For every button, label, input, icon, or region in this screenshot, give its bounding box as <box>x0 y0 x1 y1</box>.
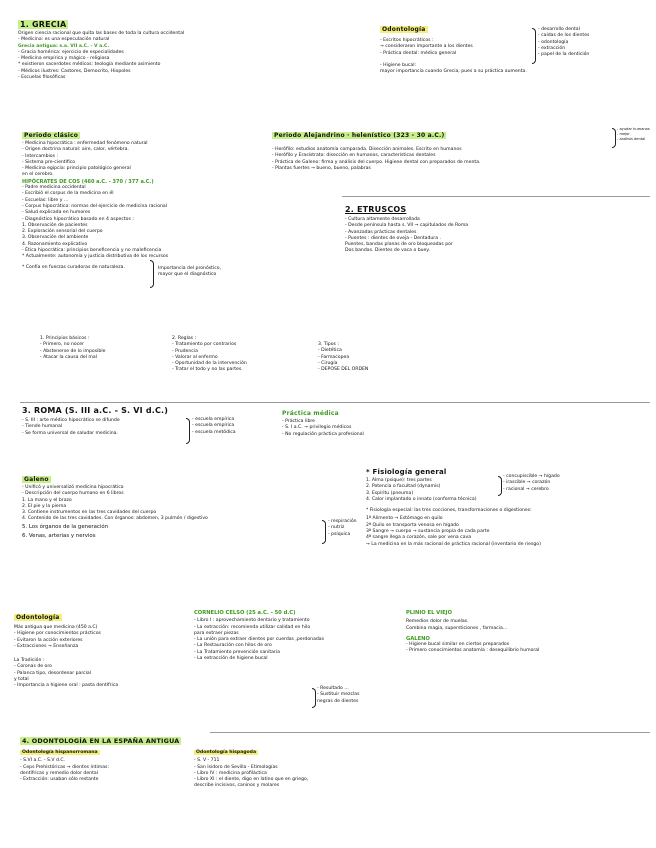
section-title: 2. ETRUSCOS <box>345 205 407 214</box>
text-line: - Salud explicada en humores <box>22 210 91 216</box>
brace-list <box>192 417 236 436</box>
brace <box>532 28 536 64</box>
text-line: - Práctica dental: médico general <box>380 50 457 56</box>
text-line: - Escuelas: libre y ... <box>22 197 69 203</box>
brace <box>498 476 502 496</box>
list-tipos <box>318 342 368 373</box>
text-line: 1. La mano y el brazo <box>22 497 72 503</box>
list-item: - extracción <box>538 45 566 51</box>
text-line: 3ª Sangre → cuerpo → sustancia propia de cada parte <box>366 529 490 535</box>
section-odontologia-roma <box>14 604 194 690</box>
text-line: - Se forma universal de saludar medicina. <box>22 430 118 436</box>
section-hispanorromana <box>20 750 190 783</box>
section-grecia <box>18 12 358 81</box>
list-item: - Oportunidad de la intervención <box>172 361 247 367</box>
text-line: - Diagnóstico hipocrático basado en 4 aspectos : <box>22 216 134 222</box>
brace-list <box>538 27 589 58</box>
text-line: → consideraron importante a los dientes <box>380 44 473 50</box>
text-line: - Evitaron la acción exteriores <box>14 637 83 643</box>
text-line: - Higiene bucal similar en ciertos preparados <box>406 642 510 648</box>
brace <box>612 128 616 148</box>
text-line: 4. Contenido de las tres cavidades. Con órganos: abdomen, 3 pulmón / digestivo <box>22 516 208 522</box>
text-line: 4. Razonamiento explicativo <box>22 241 88 247</box>
text-line: mayor que el diagnóstico <box>158 272 217 278</box>
text-line: 5. Los órganos de la generación <box>22 523 109 530</box>
text-line: - Escuelas filosóficas <box>18 75 66 81</box>
text-line: Combina magia, supersticiones , farmacia... <box>406 625 508 631</box>
section-etruscos <box>345 205 645 255</box>
text-line: 4ª sangre llega a corazón, sale por vena cava <box>366 535 472 541</box>
text-line: - Médicos ilustres: Castores, Democrito, Hiopoles <box>18 68 131 74</box>
text-line: Remedios dolor de muelas. <box>406 619 469 625</box>
section-title: 4. ODONTOLOGÍA EN LA ESPAÑA ANTIGUA <box>22 737 180 745</box>
section-periodo-alejandrino <box>272 122 612 172</box>
list-title: 2. Reglas : <box>172 336 197 341</box>
list-item: - Dietética <box>318 348 342 354</box>
text-line: - Intercambios : <box>22 153 59 159</box>
subsection-title: La Tradición : <box>14 658 45 664</box>
list-item: negras de dientes <box>317 698 359 704</box>
text-line: - Desde península hasta s. VII → capitulados de Roma <box>345 223 469 229</box>
list-principios <box>40 336 105 361</box>
list-item: - Abstenerse de lo imposible <box>40 348 106 354</box>
text-line: * Fisiología especial: las tres cocciones, transformaciones o digestiones: <box>366 508 532 514</box>
text-line: - Higiene bucal: <box>380 62 417 68</box>
list-item: - mejor <box>617 132 630 136</box>
text-line: - La Tratamiento prevención sanitaria <box>194 649 280 655</box>
section-title: PLINIO EL VIEJO <box>406 610 453 616</box>
text-line: - La Restauración con hilos de oro <box>194 643 272 649</box>
text-line: - Palanca tipo, desordenar parcial <box>14 670 92 676</box>
text-line: - La extracción: recomienda utilizar calidad en hilo <box>194 624 311 630</box>
list-item: - Tratamiento por contrarios <box>172 342 237 348</box>
text-line: 6. Venas, arterias y nervios <box>22 532 96 539</box>
text-line: en el cerebro. <box>22 172 54 178</box>
section-periodo-clasico <box>22 122 282 271</box>
text-line: - Origen doctrina natural: aire, calor, vértebra. <box>22 147 129 153</box>
text-line: 1. Alma (psique): tres partes <box>366 478 432 483</box>
text-line: - Escritos hipocráticos : <box>380 38 434 43</box>
section-title: Odontología <box>16 614 60 621</box>
list-title: 3. Tipos : <box>318 342 339 347</box>
list-item: - Cirugía <box>318 360 338 366</box>
text-line: 1. Observación de pacientes <box>22 222 88 228</box>
section-title: Práctica médica <box>282 410 339 417</box>
list-item: - escuela empírica <box>192 417 235 422</box>
section-title: CORNELIO CELSO (25 a.C. - 50 d.C) <box>194 610 296 616</box>
text-line: - S. I a.C. → privilegio médicos <box>282 425 352 431</box>
section-title: 3. ROMA (S. III a.C. - S. VI d.C.) <box>22 406 169 415</box>
text-line: - Medicina egipcia: principio patológico general <box>22 166 131 172</box>
text-line: → La medicina en la más racional de práctica racional (inventario de riesgo) <box>366 541 541 547</box>
list-item: - análisis dental <box>617 137 646 141</box>
text-line: - S.VI a.C. - S.V d.C. <box>20 758 65 764</box>
brace <box>312 688 316 708</box>
text-line: - Medicina hipocrática : enfermedad fenómeno natural <box>22 141 148 146</box>
subsection-title <box>20 750 190 756</box>
subsection-title: GALENO <box>406 635 430 642</box>
text-line: - No regulación práctica profesional <box>282 431 364 437</box>
text-line: - Medicina empírica y mágico - religiosa <box>18 56 110 62</box>
list-item: - Resultado ... <box>317 686 349 691</box>
text-line: - Práctica libre <box>282 419 315 424</box>
list-item: - racional → cerebro <box>503 486 549 492</box>
list-item: - ayudar humanos <box>617 127 650 131</box>
list-item: - Prudencia <box>172 348 198 354</box>
text-line: - Cultura altamente desarrollada <box>345 217 420 222</box>
text-line: - Avanzadas prácticas dentales <box>345 229 417 235</box>
subsection-title-text: Odontología hispagoda <box>196 750 257 755</box>
subsection-title: Grecia antigua: s.a. VII a.C. - V a.C. <box>18 43 110 49</box>
list-item: - Valorar al enfermo <box>172 354 218 360</box>
section-title: * Fisiología general <box>366 468 447 476</box>
list-item: - psíquica <box>328 531 351 537</box>
section-title: 1. GRECIA <box>20 20 67 29</box>
list-item: - Sustituir mezclas <box>317 692 360 698</box>
text-line: - San Isidoro de Sevilla - Etimologías <box>194 764 278 770</box>
list-item: - odontología <box>538 39 569 45</box>
text-line: Más antigua que medicina (450 a.C) <box>14 625 98 630</box>
section-title: Periodo Alejandrino · helenístico (323 - 30 a.C.) <box>274 132 445 139</box>
text-line: - Sistema pre-científico <box>22 159 76 165</box>
text-line: - Importancia a higiene oral : pasta dentífrica <box>14 683 119 689</box>
text-line: - S. V - 711 <box>194 758 220 764</box>
text-line: para extraer piezas <box>194 630 239 636</box>
text-line: - Unificó y universalizó medicina hipocrática <box>22 485 124 490</box>
divider <box>210 732 650 733</box>
text-line: - Ceps Prehistóricas → dientes íntimas: <box>20 764 109 770</box>
text-line: - Padre medicina occidental <box>22 185 86 191</box>
text-line: - Extracciones → Enseñanza <box>14 643 79 649</box>
text-line: - Escribió el corpus de la medicina en él <box>22 191 114 197</box>
text-line: 2. El pie y la pierna <box>22 503 67 509</box>
text-line: - Puentes : dientes de oveja - Dentadura . <box>345 235 441 241</box>
text-line: - Coronas de oro <box>14 664 52 670</box>
text-line: Dos bandas. Dientes de vaca o buey. <box>345 248 430 254</box>
list-item: - papel de la dentición <box>538 52 590 58</box>
text-line: - Práctica de Galeno: firma y análisis del cuerpo. Higiene dental con preparados de menta. <box>272 159 481 165</box>
text-line: - Libro XI : el diente, digo en latino que en griego, <box>194 777 309 783</box>
text-line: 3. Espíritu (pneuma) <box>366 490 414 496</box>
section-title: Galeno <box>24 476 49 483</box>
subsection-title-text: Odontología hispanorromana <box>22 750 98 755</box>
text-line: dentífricas y remedio dolor dental <box>20 770 98 776</box>
list-item: - Farmacopea <box>318 354 350 360</box>
list-item: - nutriz <box>328 525 345 531</box>
brace <box>186 418 190 444</box>
list-item: - escuela metódica <box>192 429 236 435</box>
section-practica-medica <box>282 410 364 438</box>
text-line: Importancia del pronóstico, <box>158 266 222 271</box>
brace-list <box>328 519 357 538</box>
section-odontologia-grecia <box>380 16 650 75</box>
section-espana-antigua <box>20 728 181 747</box>
list-item: - Atacar la causa del mal <box>40 354 98 360</box>
text-line: * existieron sacerdotes médicos: teología mediante asimiento <box>18 62 161 68</box>
text-line: - La unión para extraer dientes por cuerdas ,perdonadas <box>194 637 325 643</box>
brace-list <box>317 686 359 705</box>
text-line: * Confía en fuerzas curadoras de naturaleza. <box>22 264 125 270</box>
text-line: - Herófilo: estudios anatomía comparada. Disección animales. Escrito en humanos <box>272 147 462 152</box>
note-importancia <box>158 266 221 279</box>
text-line: * Actualmente: autonomía y justicia distributiva de los recursos <box>22 254 169 260</box>
section-galeno <box>22 466 362 541</box>
brace <box>322 520 326 544</box>
section-cornelio-celso <box>194 610 394 662</box>
list-item: - DEPOSE DEL ORDEN <box>318 367 369 373</box>
section-title: Odontología <box>382 26 426 33</box>
text-line: Puentes, bandas planas de oro bloqueadas por <box>345 242 453 248</box>
text-line: - Libro I : aprovechamiento dentario y tratamiento <box>194 618 310 624</box>
brace-list <box>617 127 650 142</box>
text-line: 2. Exploración sensorial del cuerpo <box>22 229 103 235</box>
text-line: 2. Potencia o facultad (dynamis) <box>366 484 441 490</box>
section-plinio <box>406 610 650 655</box>
list-item: - respiración <box>328 519 357 524</box>
subsection-title: HIPÓCRATES DE COS (460 a.C. - 370 / 377 a.C.) <box>22 178 154 185</box>
list-reglas <box>172 336 247 374</box>
list-title: 1. Principios básicos : <box>40 336 90 341</box>
text-line: - Extracción: usaban sólo restante <box>20 777 99 783</box>
list-item: - caídas de los dientes <box>538 33 590 39</box>
section-title: Periodo clásico <box>24 132 79 139</box>
text-line: - Tiende humanal <box>22 424 63 430</box>
brace-list <box>503 474 560 493</box>
text-line: - La extracción de higiene bucal <box>194 656 268 662</box>
text-line: 2ª Quilo se transporta venosa en hígado <box>366 522 459 528</box>
text-line: 3. Observación del ambiente <box>22 235 89 241</box>
list-item: - desarrollo dental <box>538 27 580 32</box>
text-line: 4. Calor implantado o innato (conforma técnica) <box>366 496 477 502</box>
text-line: - Libro IV : medicina profiláctica <box>194 770 267 776</box>
text-line: Origen ciencia racional que quita las bases de toda la cultura occidental <box>18 31 185 36</box>
list-item: - concupiscible → hígado <box>503 474 560 479</box>
section-hispagoda <box>194 750 394 790</box>
brace <box>150 260 154 288</box>
list-item: - escuela empírica <box>192 423 235 429</box>
text-line: - Herófilo y Erasístrato: disección en humanos, características dentales <box>272 153 436 159</box>
divider <box>342 196 650 197</box>
divider <box>20 402 650 403</box>
list-item: - Tratar el todo y no las partes. <box>172 367 243 373</box>
subsection-title <box>194 750 394 756</box>
list-item: - irascible → corazón <box>503 480 551 486</box>
text-line: - Plantas fuertes → bueno, bueno, palabras <box>272 165 371 171</box>
text-line: - Corpus hipocrático: normas del ejercicio de medicina racional <box>22 203 168 209</box>
text-line: - Primero conocimientos anatomía : desequilibrio humoral <box>406 648 540 654</box>
text-line: describe incisivos, caninos y molares <box>194 783 280 789</box>
text-line: - S. III : arte médico hipocrático se difunde <box>22 418 120 423</box>
text-line: 1ª Alimento → Estómago en quilo <box>366 516 443 522</box>
text-line: - Medicina: es una especulación natural <box>18 37 110 43</box>
text-line: y total <box>14 677 29 683</box>
text-line: - Descripción del cuerpo humano en 6 libros <box>22 491 124 497</box>
list-item: - Primero, no nocer <box>40 342 84 348</box>
text-line: mayor importancia cuando Grecia, pues a su práctica aumenta. <box>380 69 527 75</box>
text-line: - Ética hipocrática: principios beneficencia y no maleficencia <box>22 248 162 254</box>
text-line: - Higiene por conocimientos prácticos <box>14 631 101 637</box>
text-line: 3. Contiene instrumentos en las tres cavidades del cuerpo <box>22 510 157 516</box>
text-line: - Gracia homérica: ejercicio de especialidades <box>18 49 124 55</box>
